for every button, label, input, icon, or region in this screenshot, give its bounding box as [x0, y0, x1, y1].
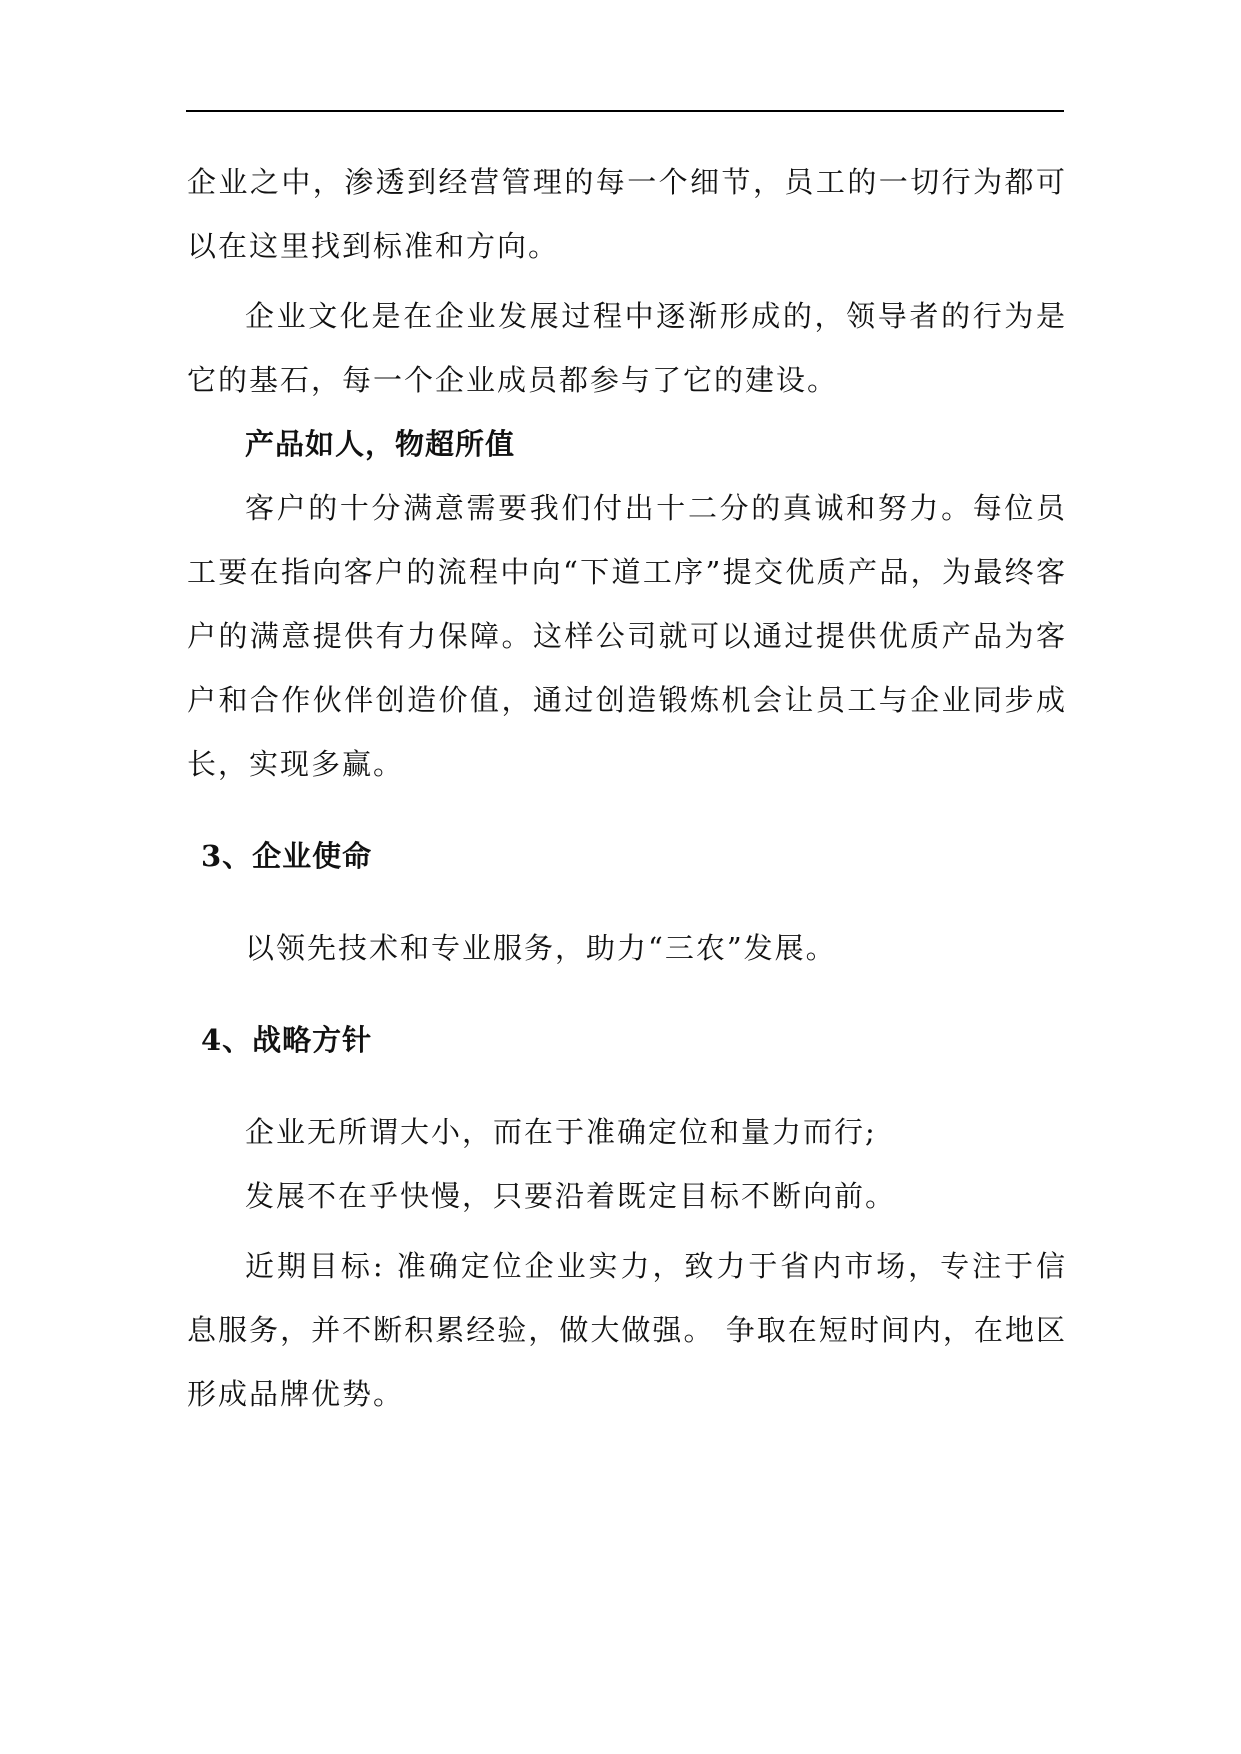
paragraph-corporate-culture: 企业文化是在企业发展过程中逐渐形成的，领导者的行为是它的基石，每一个企业成员都参与了它的建设。 — [187, 299, 1067, 397]
paragraph-strategy-2: 发展不在乎快慢，只要沿着既定目标不断向前。 — [245, 1179, 897, 1213]
paragraph-near-term-goals: 近期目标: 准确定位企业实力，致力于省内市场，专注于信息服务，并不断积累经验，做大做强。 争取在短时间内，在地区形成品牌优势。 — [187, 1249, 1067, 1411]
section-heading-strategy: 4、战略方针 — [201, 1023, 373, 1057]
document-body — [187, 150, 1067, 1426]
paragraph-customer-satisfaction: 客户的十分满意需要我们付出十二分的真诚和努力。每位员工要在指向客户的流程中向“下道工序”提交优质产品，为最终客户的满意提供有力保障。这样公司就可以通过提供优质产品为客户和合作伙伴创造价值，通过创造锻炼机会让员工与企业同步成长，实现多赢。 — [187, 491, 1067, 781]
section-heading-mission: 3、企业使命 — [201, 839, 373, 873]
paragraph-strategy-1: 企业无所谓大小，而在于准确定位和量力而行; — [245, 1115, 877, 1149]
header-rule — [186, 110, 1064, 112]
paragraph-mission: 以领先技术和专业服务，助力“三农”发展。 — [245, 931, 837, 965]
subheading-product: 产品如人，物超所值 — [245, 427, 516, 461]
paragraph-continuation: 企业之中，渗透到经营管理的每一个细节，员工的一切行为都可以在这里找到标准和方向。 — [187, 165, 1067, 263]
